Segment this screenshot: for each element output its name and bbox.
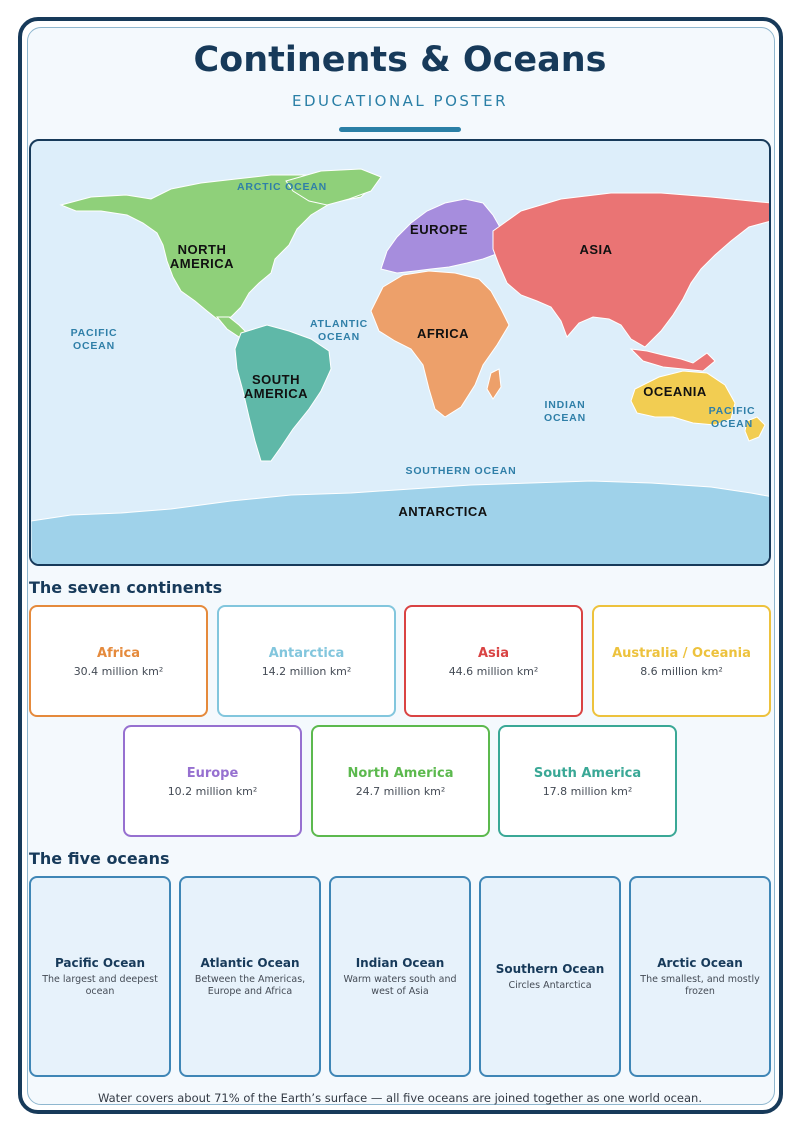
ocean-description: Warm waters south and west of Asia xyxy=(343,973,457,997)
madagascar-shape xyxy=(487,369,501,399)
continent-card-asia xyxy=(404,605,583,717)
map-label-southern-ocean: SOUTHERN OCEAN xyxy=(405,465,517,477)
continent-name: Europe xyxy=(186,766,239,781)
continent-name: Australia / Oceania xyxy=(612,646,751,661)
ocean-name: Indian Ocean xyxy=(355,955,445,970)
continent-card-south-america xyxy=(498,725,677,837)
ocean-card-southern xyxy=(479,876,621,1077)
map-label-north-america: NORTH AMERICA xyxy=(169,242,235,271)
ocean-name: Pacific Ocean xyxy=(54,955,146,970)
world-map-graphic xyxy=(31,141,771,566)
map-label-asia: ASIA xyxy=(579,242,613,257)
ocean-card-pacific xyxy=(29,876,171,1077)
continent-name: Africa xyxy=(96,646,141,661)
ocean-description: Circles Antarctica xyxy=(508,979,592,991)
ocean-description: The smallest, and mostly frozen xyxy=(640,973,760,997)
ocean-card-arctic xyxy=(629,876,771,1077)
continent-area: 24.7 million km² xyxy=(355,785,446,798)
ocean-card-indian xyxy=(329,876,471,1077)
world-map xyxy=(29,139,771,566)
continents-section-title: The seven continents xyxy=(29,578,223,597)
continent-area: 10.2 million km² xyxy=(167,785,258,798)
map-label-europe: EUROPE xyxy=(410,222,468,237)
ocean-card-atlantic xyxy=(179,876,321,1077)
continent-card-europe xyxy=(123,725,302,837)
continent-name: Antarctica xyxy=(268,646,345,661)
map-label-pacific-ocean-west: PACIFIC OCEAN xyxy=(70,327,118,352)
continent-name: South America xyxy=(533,766,642,781)
map-label-indian-ocean: INDIAN OCEAN xyxy=(544,399,586,424)
continent-area: 44.6 million km² xyxy=(448,665,539,678)
continent-card-north-america xyxy=(311,725,490,837)
asia-shape xyxy=(493,193,771,347)
antarctica-shape xyxy=(31,481,771,566)
ocean-name: Southern Ocean xyxy=(495,961,605,976)
africa-shape xyxy=(371,271,509,417)
title-underline xyxy=(339,127,461,132)
ocean-description: Between the Americas, Europe and Africa xyxy=(194,973,306,997)
continent-card-africa xyxy=(29,605,208,717)
footer-note: Water covers about 71% of the Earth’s surface — all five oceans are joined together as one world ocean. xyxy=(98,1091,702,1105)
continent-card-antarctica xyxy=(217,605,396,717)
continent-name: Asia xyxy=(477,646,510,661)
map-label-south-america: SOUTH AMERICA xyxy=(243,372,309,401)
map-label-antarctica: ANTARCTICA xyxy=(398,504,488,519)
ocean-name: Arctic Ocean xyxy=(657,955,743,970)
map-label-atlantic-ocean: ATLANTIC OCEAN xyxy=(309,318,369,343)
continent-card-oceania xyxy=(592,605,771,717)
continent-area: 30.4 million km² xyxy=(73,665,164,678)
ocean-name: Atlantic Ocean xyxy=(200,955,300,970)
continent-area: 17.8 million km² xyxy=(542,785,633,798)
oceans-section-title: The five oceans xyxy=(29,849,170,868)
continent-name: North America xyxy=(347,766,454,781)
page-title: Continents & Oceans xyxy=(193,40,607,80)
map-label-oceania: OCEANIA xyxy=(643,384,707,399)
map-label-pacific-ocean-east: PACIFIC OCEAN xyxy=(708,405,756,430)
ocean-description: The largest and deepest ocean xyxy=(42,973,158,997)
continent-area: 8.6 million km² xyxy=(640,665,723,678)
southeast-asia-islands-shape xyxy=(631,349,715,371)
map-label-africa: AFRICA xyxy=(416,326,470,341)
continent-area: 14.2 million km² xyxy=(261,665,352,678)
map-label-arctic-ocean: ARCTIC OCEAN xyxy=(236,181,328,193)
page-subtitle: EDUCATIONAL POSTER xyxy=(291,92,508,110)
